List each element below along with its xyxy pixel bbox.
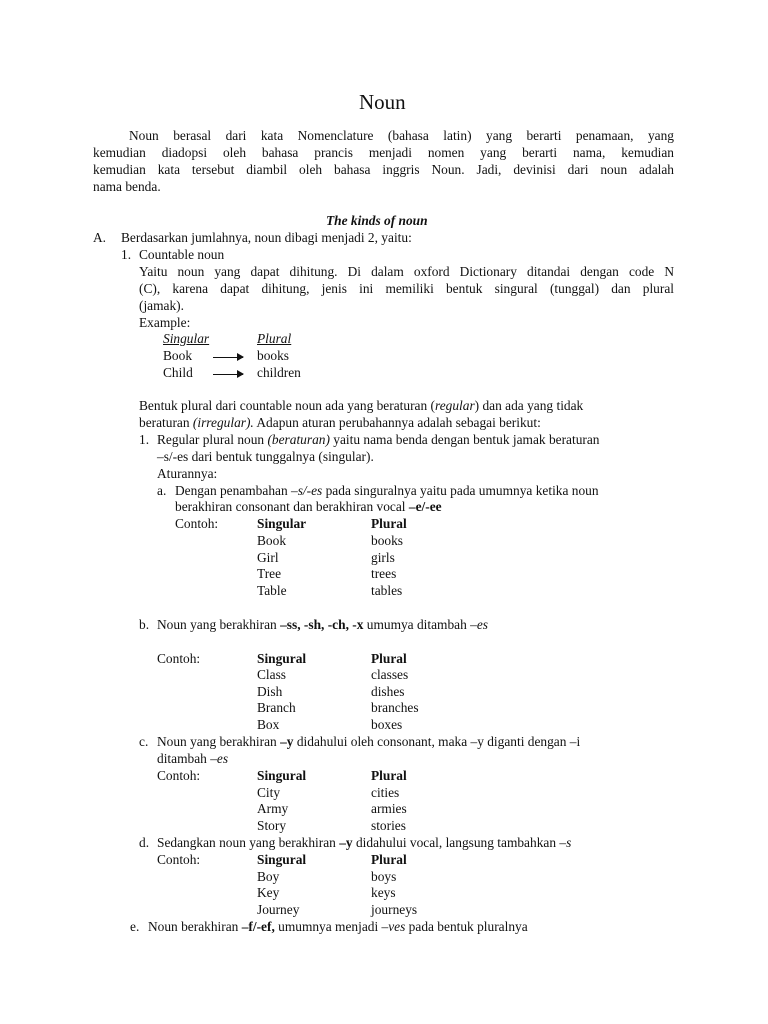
column-header-singular: Singular — [257, 516, 307, 531]
table-cell-singular: Box — [257, 717, 280, 732]
contoh-label: Contoh: — [175, 516, 219, 531]
countable-desc-line: Yaitu noun yang dapat dihitung. Di dalam oxford Dictionary ditandai dengan code N — [139, 264, 674, 279]
intro-line: kemudian diadopsi oleh bahasa prancis menjadi nomen yang berarti nama, kemudian — [93, 145, 674, 160]
table-cell-plural: journeys — [371, 902, 418, 917]
rule-d-italic: –s — [559, 835, 572, 850]
arrow-right-icon — [213, 374, 243, 375]
contoh-label: Contoh: — [157, 768, 201, 783]
page-title: Noun — [359, 90, 406, 114]
rule-a-line — [175, 499, 442, 516]
contoh-label: Contoh: — [157, 852, 201, 867]
example-header-singular: Singular — [163, 331, 210, 346]
rule-e-text: umumnya menjadi — [274, 919, 382, 934]
rule-1-text: yaitu nama benda dengan bentuk jamak beraturan — [329, 432, 600, 447]
rule-a-text: Dengan penambahan — [175, 483, 292, 498]
example-plural: children — [257, 365, 301, 380]
plural-intro-line — [139, 415, 541, 432]
rule-b-bold: –ss, -sh, -ch, -x — [280, 617, 364, 632]
table-cell-singular: Story — [257, 818, 287, 833]
countable-desc-line: (jamak). — [139, 298, 184, 313]
rule-a-line — [175, 483, 599, 500]
column-header-plural: Plural — [371, 516, 407, 531]
table-cell-singular: Class — [257, 667, 287, 682]
section-heading: The kinds of noun — [326, 213, 428, 228]
list-marker-rule-d: d. — [139, 835, 150, 850]
intro-line: nama benda. — [93, 179, 161, 194]
rule-e-text: Noun berakhiran — [148, 919, 242, 934]
table-cell-singular: Tree — [257, 566, 282, 581]
column-header-singular: Singural — [257, 852, 307, 867]
rule-e-text: pada bentuk pluralnya — [405, 919, 528, 934]
table-cell-plural: trees — [371, 566, 397, 581]
rule-e-bold: –f/-ef, — [241, 919, 275, 934]
rule-a-text: pada singuralnya yaitu pada umumnya ketika noun — [322, 483, 599, 498]
example-singular: Child — [163, 365, 193, 380]
example-header-plural: Plural — [257, 331, 292, 346]
rule-c-text: didahului oleh consonant, maka –y diganti dengan –i — [293, 734, 581, 749]
table-cell-plural: branches — [371, 700, 419, 715]
rule-b-text: Noun yang berakhiran — [157, 617, 281, 632]
list-marker-1: 1. — [121, 247, 132, 262]
table-cell-singular: Dish — [257, 684, 283, 699]
rule-1-line — [157, 432, 600, 449]
rule-c-text: ditambah — [157, 751, 211, 766]
rule-b-italic: –es — [470, 617, 489, 632]
column-header-plural: Plural — [371, 651, 407, 666]
rule-d-bold: –y — [339, 835, 353, 850]
arrow-right-icon — [213, 357, 243, 358]
rule-a-text: berakhiran consonant dan berakhiran vocal — [175, 499, 409, 514]
table-cell-plural: stories — [371, 818, 406, 833]
example-label: Example: — [139, 315, 191, 330]
rule-1-text: Regular plural noun — [157, 432, 268, 447]
table-cell-singular: City — [257, 785, 281, 800]
rule-b-text: umumya ditambah — [363, 617, 471, 632]
list-marker-rule-a: a. — [157, 483, 167, 498]
rule-a-italic: –s/-es — [291, 483, 323, 498]
table-cell-singular: Key — [257, 885, 280, 900]
list-marker-a: A. — [93, 230, 107, 245]
table-cell-plural: armies — [371, 801, 407, 816]
countable-noun-label: Countable noun — [139, 247, 225, 262]
table-cell-plural: tables — [371, 583, 403, 598]
table-cell-plural: girls — [371, 550, 395, 565]
example-singular: Book — [163, 348, 193, 363]
intro-line: Noun berasal dari kata Nomenclature (bahasa latin) yang berarti penamaan, yang — [129, 128, 674, 143]
rule-c-text: Noun yang berakhiran — [157, 734, 281, 749]
table-cell-plural: boxes — [371, 717, 403, 732]
plural-intro-text: Adapun aturan perubahannya adalah sebagai berikut: — [253, 415, 541, 430]
contoh-label: Contoh: — [157, 651, 201, 666]
plural-intro-line — [139, 398, 674, 415]
plural-intro-irregular: (irregular). — [192, 415, 254, 430]
table-cell-singular: Army — [257, 801, 289, 816]
column-header-singular: Singural — [257, 768, 307, 783]
table-cell-plural: dishes — [371, 684, 405, 699]
list-marker-rule-1: 1. — [139, 432, 150, 447]
rule-c-line — [157, 734, 674, 751]
plural-intro-text: Bentuk plural dari countable noun ada yang beraturan ( — [139, 398, 435, 413]
table-cell-singular: Branch — [257, 700, 296, 715]
table-cell-singular: Book — [257, 533, 287, 548]
plural-intro-regular: regular — [434, 398, 475, 413]
rule-1-italic: (beraturan) — [267, 432, 330, 447]
plural-intro-text: ) dan ada yang tidak — [474, 398, 584, 413]
rule-a-bold: –e/-ee — [408, 499, 442, 514]
list-marker-rule-c: c. — [139, 734, 149, 749]
table-cell-singular: Journey — [257, 902, 300, 917]
column-header-plural: Plural — [371, 852, 407, 867]
example-plural: books — [257, 348, 289, 363]
rule-d-text: didahului vocal, langsung tambahkan — [352, 835, 560, 850]
list-marker-rule-b: b. — [139, 617, 150, 632]
plural-intro-text: beraturan — [139, 415, 193, 430]
countable-desc-line: (C), karena dapat dihitung, jenis ini memiliki bentuk singural (tunggal) dan plural — [139, 281, 674, 296]
column-header-plural: Plural — [371, 768, 407, 783]
rule-d-line — [157, 835, 571, 852]
rule-c-italic: –es — [210, 751, 229, 766]
rule-b-line — [157, 617, 488, 634]
rule-c-line — [157, 751, 228, 768]
list-marker-rule-e: e. — [130, 919, 140, 934]
table-cell-singular: Table — [257, 583, 287, 598]
table-cell-plural: boys — [371, 869, 397, 884]
intro-line: kemudian kata tersebut diambil oleh bahasa inggris Noun. Jadi, devinisi dari noun adalah — [93, 162, 674, 177]
rule-d-text: Sedangkan noun yang berakhiran — [157, 835, 340, 850]
column-header-singular: Singural — [257, 651, 307, 666]
table-cell-plural: books — [371, 533, 403, 548]
table-cell-plural: classes — [371, 667, 409, 682]
rule-e-italic: –ves — [381, 919, 406, 934]
aturannya-label: Aturannya: — [157, 466, 218, 481]
table-cell-plural: cities — [371, 785, 400, 800]
section-a-text: Berdasarkan jumlahnya, noun dibagi menjadi 2, yaitu: — [121, 230, 412, 245]
rule-c-bold: –y — [280, 734, 294, 749]
rule-1-line: –s/-es dari bentuk tunggalnya (singular). — [157, 449, 374, 464]
table-cell-singular: Girl — [257, 550, 279, 565]
rule-e-line — [148, 919, 528, 936]
table-cell-singular: Boy — [257, 869, 280, 884]
table-cell-plural: keys — [371, 885, 396, 900]
